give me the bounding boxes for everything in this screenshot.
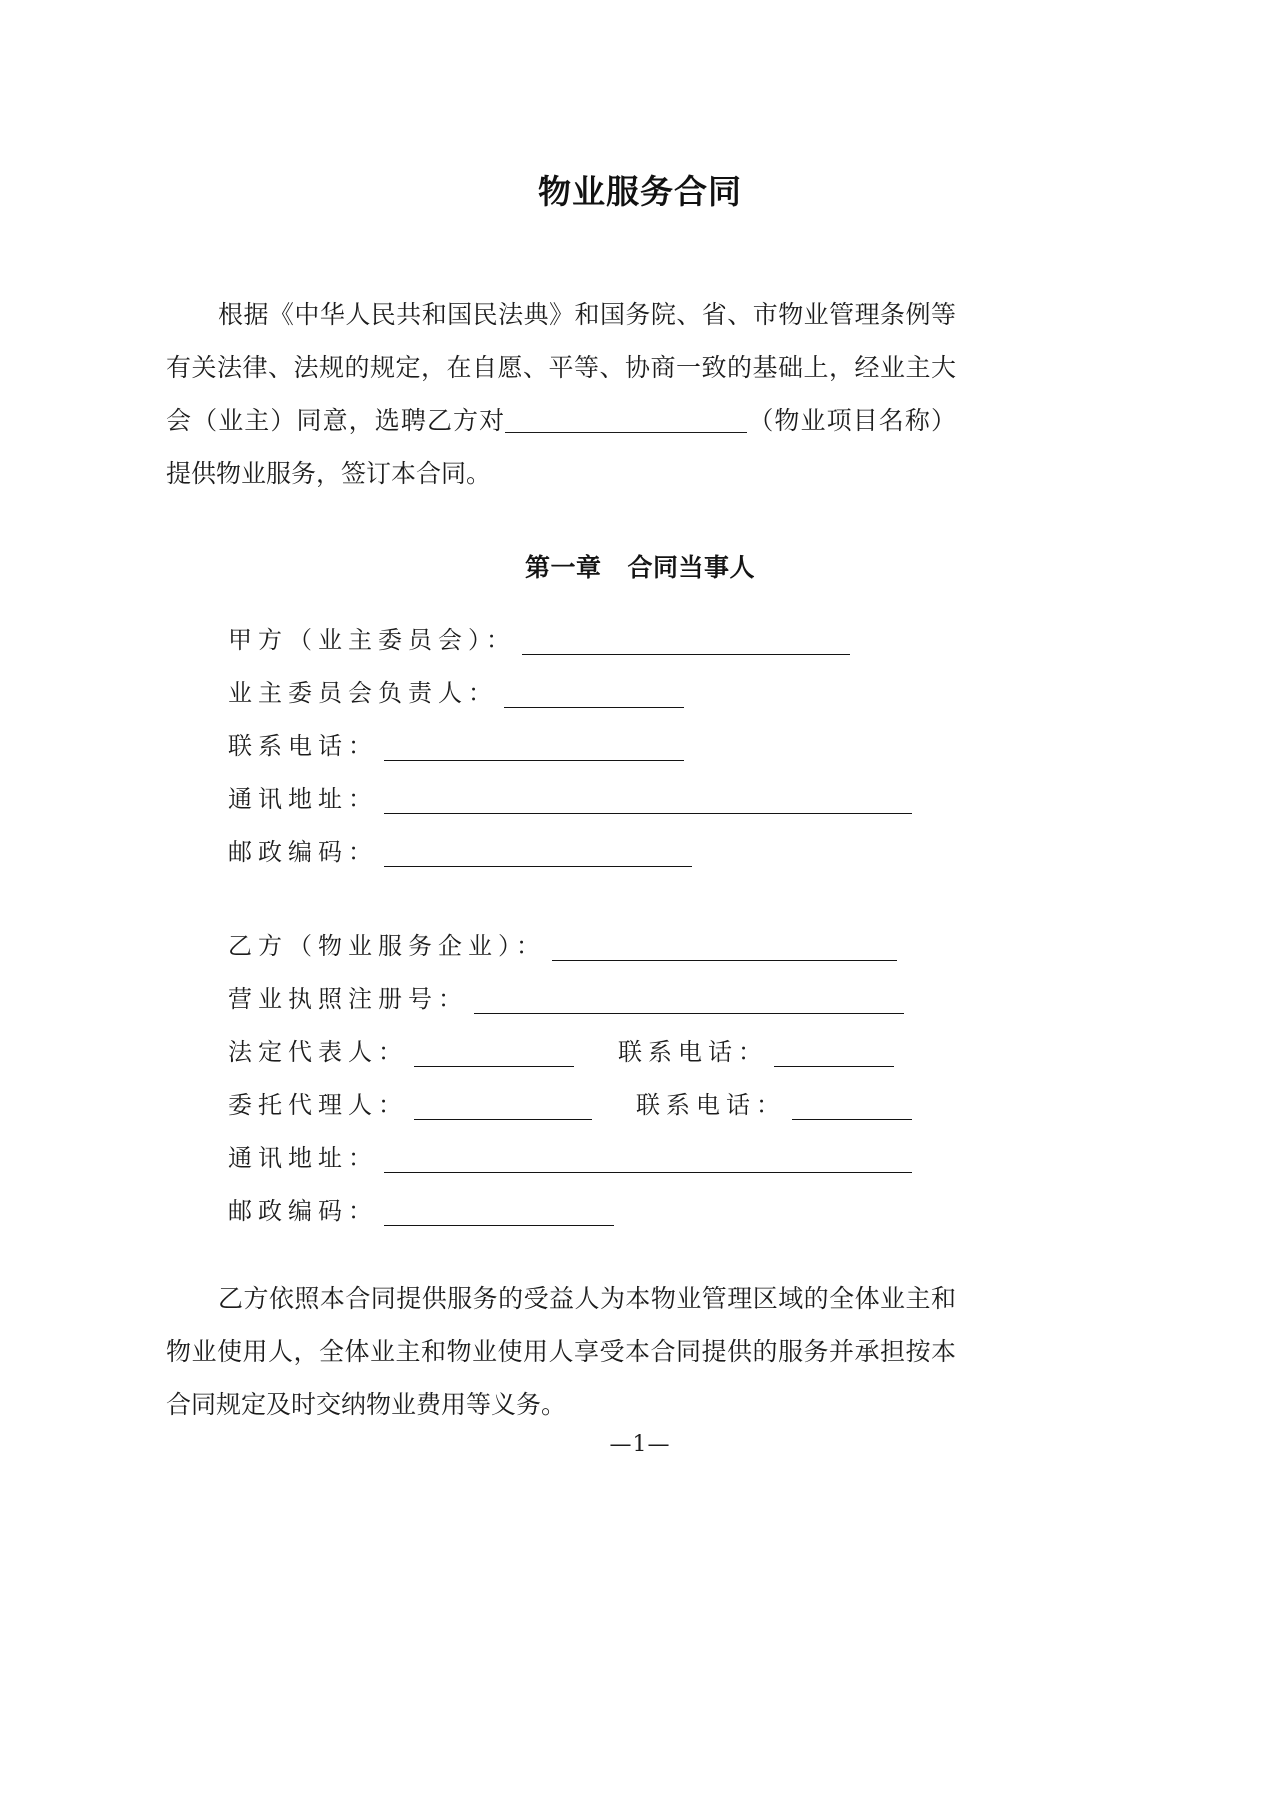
field-row-authorized-agent bbox=[228, 1067, 988, 1120]
party-b-fields bbox=[228, 908, 988, 1226]
field-input-authorized-agent-phone[interactable] bbox=[792, 1097, 912, 1120]
field-label-legal-representative: 法定代表人： bbox=[228, 1038, 408, 1066]
preamble-block bbox=[166, 288, 956, 500]
field-input-committee-head[interactable] bbox=[504, 685, 684, 708]
preamble-text-after-blank: （物业项目名称）提供物业服务，签订本合同。 bbox=[166, 406, 956, 488]
field-label-party-a-postcode: 邮政编码： bbox=[228, 838, 378, 866]
field-input-party-b-postcode[interactable] bbox=[384, 1203, 614, 1226]
field-row-party-b-postcode bbox=[228, 1173, 988, 1226]
field-row-party-a-address bbox=[228, 761, 988, 814]
closing-paragraph: 乙方依照本合同提供服务的受益人为本物业管理区域的全体业主和物业使用人，全体业主和物业使用人享受本合同提供的服务并承担按本合同规定及时交纳物业费用等义务。 bbox=[166, 1284, 956, 1419]
field-label-party-b-name: 乙方（物业服务企业）： bbox=[228, 932, 546, 960]
field-row-party-b-address bbox=[228, 1120, 988, 1173]
field-input-party-b-address[interactable] bbox=[384, 1150, 912, 1173]
field-label-committee-head: 业主委员会负责人： bbox=[228, 679, 498, 707]
field-row-party-a-name bbox=[228, 602, 988, 655]
field-label-party-a-address: 通讯地址： bbox=[228, 785, 378, 813]
field-label-authorized-agent-phone: 联系电话： bbox=[636, 1091, 786, 1119]
field-input-legal-representative[interactable] bbox=[414, 1044, 574, 1067]
field-row-party-a-phone bbox=[228, 708, 988, 761]
field-label-authorized-agent: 委托代理人： bbox=[228, 1091, 408, 1119]
field-row-party-a-postcode bbox=[228, 814, 988, 867]
party-a-fields bbox=[228, 602, 988, 867]
field-input-party-a-name[interactable] bbox=[522, 632, 850, 655]
field-label-party-b-postcode: 邮政编码： bbox=[228, 1197, 378, 1225]
field-label-party-b-address: 通讯地址： bbox=[228, 1144, 378, 1172]
preamble-text-before-blank: 根据《中华人民共和国民法典》和国务院、省、市物业管理条例等有关法律、法规的规定，在自愿、平等、协商一致的基础上，经业主大会（业主）同意，选聘乙方对 bbox=[166, 300, 956, 435]
closing-block bbox=[166, 1272, 956, 1431]
field-label-legal-representative-phone: 联系电话： bbox=[618, 1038, 768, 1066]
field-row-committee-head bbox=[228, 655, 988, 708]
field-input-legal-representative-phone[interactable] bbox=[774, 1044, 894, 1067]
field-input-party-a-phone[interactable] bbox=[384, 738, 684, 761]
page-title: 物业服务合同 bbox=[538, 172, 742, 211]
project-name-blank[interactable] bbox=[505, 406, 747, 433]
field-input-party-a-address[interactable] bbox=[384, 791, 912, 814]
field-input-authorized-agent[interactable] bbox=[414, 1097, 592, 1120]
field-label-license-number: 营业执照注册号： bbox=[228, 985, 468, 1013]
field-row-legal-representative bbox=[228, 1014, 988, 1067]
field-label-party-a-name: 甲方（业主委员会）： bbox=[228, 626, 516, 654]
page-number: —1— bbox=[609, 1432, 671, 1457]
field-label-party-a-phone: 联系电话： bbox=[228, 732, 378, 760]
chapter-number: 第一章 bbox=[524, 554, 602, 582]
chapter-heading bbox=[0, 548, 1280, 584]
field-input-license-number[interactable] bbox=[474, 991, 904, 1014]
field-row-party-b-name bbox=[228, 908, 988, 961]
chapter-title: 合同当事人 bbox=[627, 554, 756, 582]
preamble-paragraph bbox=[166, 288, 956, 500]
field-input-party-b-name[interactable] bbox=[552, 938, 897, 961]
field-input-party-a-postcode[interactable] bbox=[384, 844, 692, 867]
field-row-license-number bbox=[228, 961, 988, 1014]
